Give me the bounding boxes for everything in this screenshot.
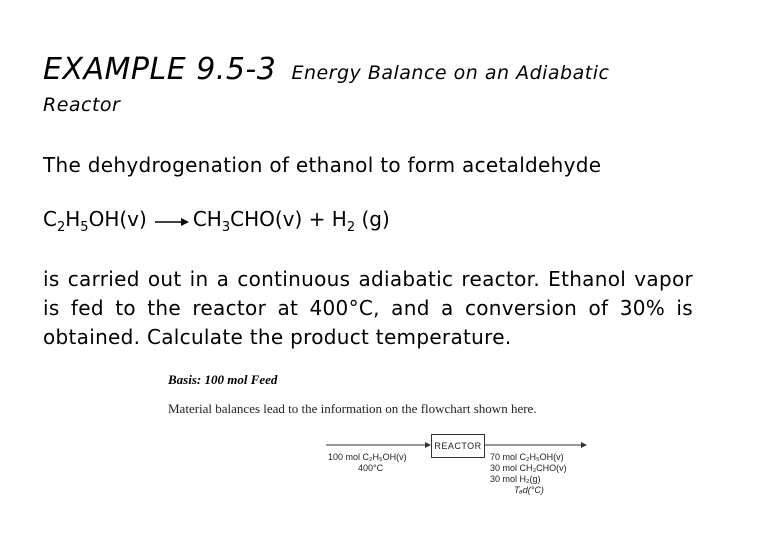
reactant-ethanol: $C_2H_5OH(v)$	[43, 207, 147, 235]
product-arrow-icon	[581, 442, 587, 448]
example-subtitle-continued: Reactor	[43, 94, 121, 116]
basis-label: Basis: 100 mol Feed	[168, 372, 278, 387]
feed-temperature: 400°C	[358, 463, 384, 473]
example-title	[43, 52, 609, 87]
intro-sentence: The dehydrogenation of ethanol to form acetaldehyde	[43, 153, 602, 177]
product-ethanol: 70 mol C₂H₅OH(v)	[490, 452, 564, 462]
products: $CH_3CHO(v) + H_2$ (g)	[192, 207, 390, 235]
feed-label: 100 mol C₂H₅OH(v)	[328, 452, 407, 462]
product-acetaldehyde: 30 mol CH₃CHO(v)	[490, 463, 567, 473]
material-balance-note: Material balances lead to the information on the flowchart shown here.	[168, 401, 537, 416]
reaction-arrow-icon	[155, 209, 189, 233]
product-temperature: Tₐd(°C)	[514, 485, 544, 495]
flowchart-figure	[168, 372, 588, 512]
problem-statement: is carried out in a continuous adiabatic reactor. Ethanol vapor is fed to the reactor at 400°C, and a conversion of 30% is obtained. Calculate the product temperature.	[43, 267, 693, 349]
example-subtitle: Energy Balance on an Adiabatic	[291, 62, 610, 84]
example-number: EXAMPLE 9.5-3	[43, 52, 277, 87]
product-hydrogen: 30 mol H₂(g)	[490, 474, 541, 484]
reaction-equation	[43, 207, 390, 235]
reactor-box: REACTOR	[431, 434, 485, 458]
